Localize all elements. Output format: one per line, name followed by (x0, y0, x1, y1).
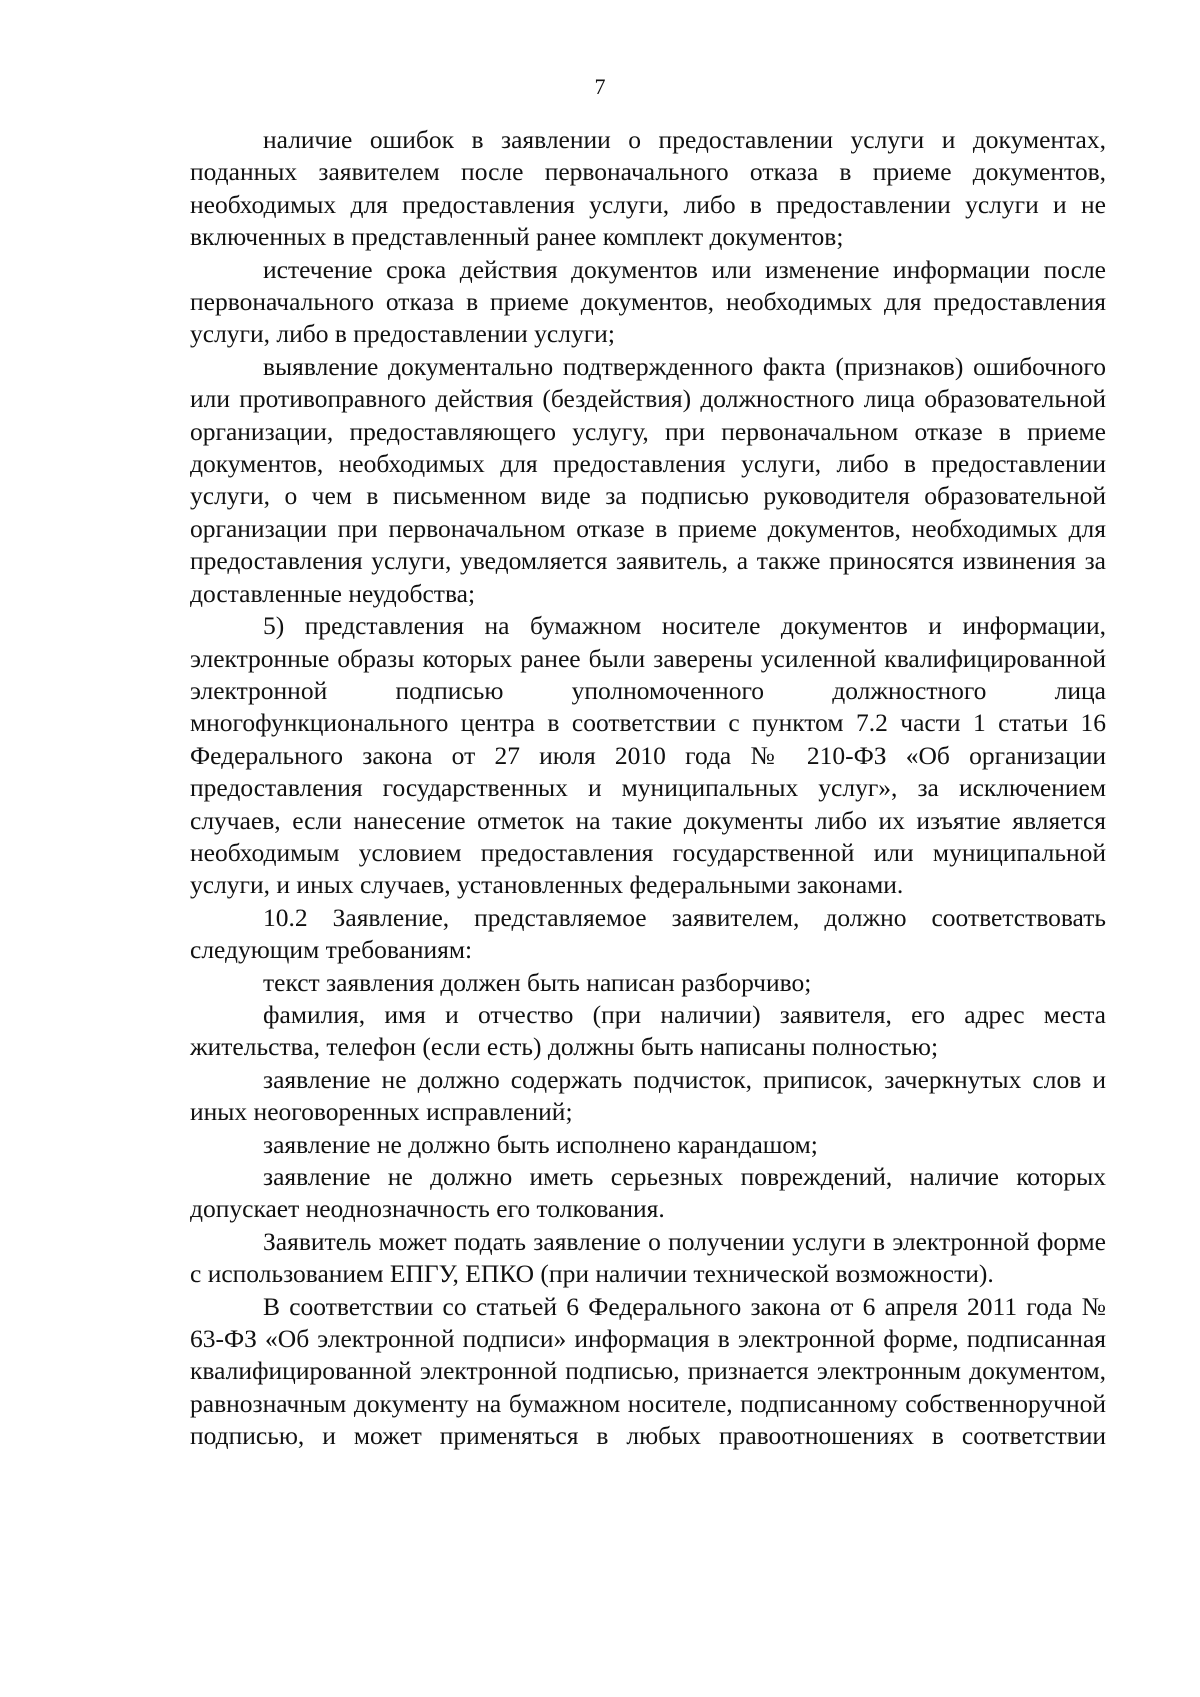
paragraph-documents-expiry: истечение срока действия документов или изменение информации после первоначального отказа в приеме документов, необходимых для предоставления услуги, либо в предоставлении услуги; (190, 254, 1106, 349)
paragraph-electronic-submission: Заявитель может подать заявление о получении услуги в электронной форме с использованием ЕПГУ, ЕПКО (при наличии технической возможности). (190, 1226, 1106, 1289)
paragraph-errors-in-application: наличие ошибок в заявлении о предоставлении услуги и документах, поданных заявителем после первоначального отказа в приеме документов, необходимых для предоставления услуги, либо в предоставлении услуги и не включенных в представленный ранее комплект документов; (190, 125, 1106, 252)
paragraph-no-corrections: заявление не должно содержать подчисток, приписок, зачеркнутых слов и иных неоговоренных исправлений; (190, 1064, 1106, 1127)
paragraph-no-damage: заявление не должно иметь серьезных повреждений, наличие которых допускает неоднозначность его толкования. (190, 1162, 1106, 1224)
paragraph-official-error: выявление документально подтвержденного факта (признаков) ошибочного или противоправного действия (бездействия) должностного лица образовательной организации, предоставляющего услугу, при первоначальном отказе в приеме документов, необходимых для предоставления услуги, либо в предоставлении услуги, о чем в письменном виде за подписью руководителя образовательной организации при первоначальном отказе в приеме документов, необходимых для предоставления услуги, уведомляется заявитель, а также приносятся извинения за доставленные неудобства; (190, 351, 1106, 608)
paragraph-paper-documents: 5) представления на бумажном носителе документов и информации, электронные образы которых ранее были заверены усиленной квалифицированной электронной подписью уполномоченного должностного лица многофункционального центра в соответствии с пунктом 7.2 части 1 статьи 16 Федерального закона от 27 июля 2010 года № 210-ФЗ «Об организации предоставления государственных и муниципальных услуг», за исключением случаев, если нанесение отметок на такие документы либо их изъятие является необходимым условием предоставления государственной или муниципальной услуги, и иных случаев, установленных федеральными законами. (190, 611, 1106, 900)
paragraph-electronic-signature: В соответствии со статьей 6 Федерального закона от 6 апреля 2011 года № 63-ФЗ «Об электронной подписи» информация в электронной форме, подписанная квалифицированной электронной подписью, признается электронным документом, равнозначным документу на бумажном носителе, подписанному собственноручной подписью, и может применяться в любых правоотношениях в соответствии (190, 1291, 1106, 1451)
page-number: 7 (594, 74, 606, 99)
document-body (190, 124, 1106, 1453)
paragraph-full-name-address: фамилия, имя и отчество (при наличии) заявителя, его адрес места жительства, телефон (если есть) должны быть написаны полностью; (190, 999, 1106, 1062)
paragraph-legible-text: текст заявления должен быть написан разборчиво; (263, 967, 812, 997)
paragraph-application-requirements: 10.2 Заявление, представляемое заявителем, должно соответствовать следующим требованиям: (190, 902, 1106, 965)
paragraph-no-pencil: заявление не должно быть исполнено карандашом; (263, 1129, 818, 1159)
